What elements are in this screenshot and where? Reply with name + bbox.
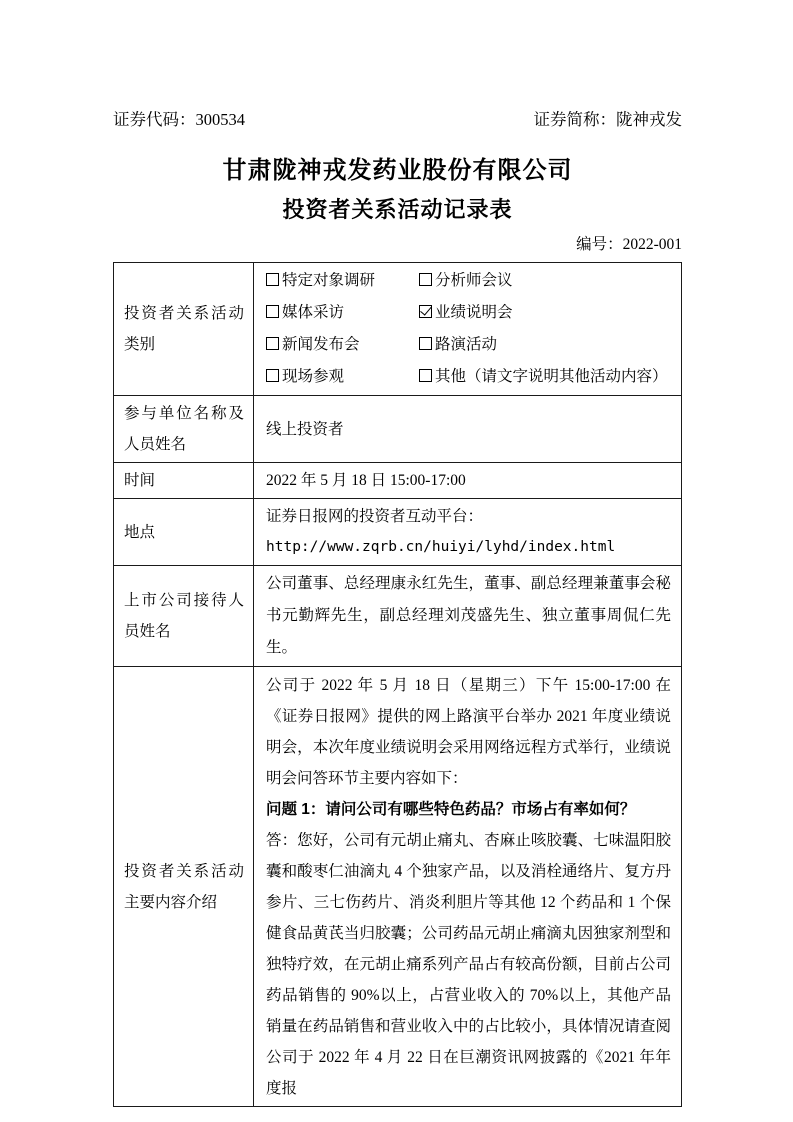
- activity-option-label: 现场参观: [282, 368, 345, 385]
- activity-option: [419, 361, 671, 393]
- hosts-text: 公司董事、总经理康永红先生，董事、副总经理兼董事会秘书元勤辉先生，副总经理刘茂盛先生、独立董事周侃仁先生。: [266, 575, 671, 656]
- checkbox-unchecked-icon: [419, 273, 432, 286]
- activity-option-label: 业绩说明会: [435, 304, 513, 321]
- record-table: [113, 262, 682, 1107]
- checkbox-unchecked-icon: [419, 369, 432, 382]
- activity-option-label: 新闻发布会: [282, 336, 360, 353]
- row-location: [114, 499, 682, 566]
- hosts-label: 上市公司接待人员姓名: [114, 566, 254, 667]
- activity-option-label: 路演活动: [435, 336, 498, 353]
- time-value: 2022 年 5 月 18 日 15:00-17:00: [254, 463, 682, 499]
- checkbox-unchecked-icon: [419, 337, 432, 350]
- activity-type-value: [254, 263, 682, 396]
- stock-abbr-text: 证券简称：陇神戎发: [533, 110, 682, 129]
- activity-option-label: 特定对象调研: [282, 272, 376, 289]
- checkbox-unchecked-icon: [266, 337, 279, 350]
- content-question-1: 问题 1：请问公司有哪些特色药品？市场占有率如何？: [266, 801, 636, 818]
- activity-option: [419, 329, 671, 361]
- main-content-label: 投资者关系活动主要内容介绍: [114, 667, 254, 1107]
- location-value: [254, 499, 682, 566]
- time-label: 时间: [114, 463, 254, 499]
- main-content-value: [254, 667, 682, 1107]
- document-title: 投资者关系活动记录表: [282, 197, 513, 222]
- checkbox-unchecked-icon: [266, 305, 279, 318]
- activity-option-label: 分析师会议: [435, 272, 513, 289]
- activity-option: [266, 329, 419, 361]
- row-activity-type: [114, 263, 682, 396]
- activity-option: [266, 265, 419, 297]
- row-main-content: [114, 667, 682, 1107]
- checkbox-unchecked-icon: [266, 369, 279, 382]
- row-participants: [114, 396, 682, 463]
- activity-options-grid: [266, 265, 671, 393]
- location-label: 地点: [114, 499, 254, 566]
- checkbox-unchecked-icon: [266, 273, 279, 286]
- checkbox-checked-icon: [419, 305, 432, 318]
- content-intro-paragraph: 公司于 2022 年 5 月 18 日（星期三）下午 15:00-17:00 在《证券日报网》提供的网上路演平台举办 2021 年度业绩说明会，本次年度业绩说明会采用网络远程方式举行，业绩说明会问答环节主要内容如下：: [266, 677, 671, 787]
- row-time: [114, 463, 682, 499]
- activity-option: [419, 297, 671, 329]
- activity-option-label: 其他（请文字说明其他活动内容）: [435, 368, 668, 385]
- document-number: 编号：2022-001: [576, 236, 682, 253]
- activity-option-label: 媒体采访: [282, 304, 345, 321]
- stock-code-text: 证券代码：300534: [113, 110, 245, 129]
- row-hosts: [114, 566, 682, 667]
- content-answer-1: 答：您好，公司有元胡止痛丸、杏麻止咳胶囊、七味温阳胶囊和酸枣仁油滴丸 4 个独家产品，以及消栓通络片、复方丹参片、三七伤药片、消炎利胆片等其他 12 个药品和 1 个保健食品黄芪当归胶囊；公司药品元胡止痛滴丸因独家剂型和独特疗效，在元胡止痛系列产品占有较高份额，目前占公司药品销售的 90%以上，占营业收入的 70%以上，其他产品销量在药品销售和营业收入中的占比较小，具体情况请查阅公司于 2022 年 4 月 22 日在巨潮资讯网披露的《2021 年年度报: [266, 832, 671, 1097]
- hosts-value: [254, 566, 682, 667]
- activity-option: [419, 265, 671, 297]
- activity-option: [266, 297, 419, 329]
- location-platform-text: 证券日报网的投资者互动平台：: [266, 508, 484, 525]
- location-url-text: http://www.zqrb.cn/huiyi/lyhd/index.html: [266, 539, 616, 555]
- activity-type-label: 投资者关系活动类别: [114, 263, 254, 396]
- doc-header: [113, 108, 682, 132]
- company-title: 甘肃陇神戎发药业股份有限公司: [222, 157, 573, 184]
- activity-option: [266, 361, 419, 393]
- participants-value: 线上投资者: [254, 396, 682, 463]
- participants-label: 参与单位名称及人员姓名: [114, 396, 254, 463]
